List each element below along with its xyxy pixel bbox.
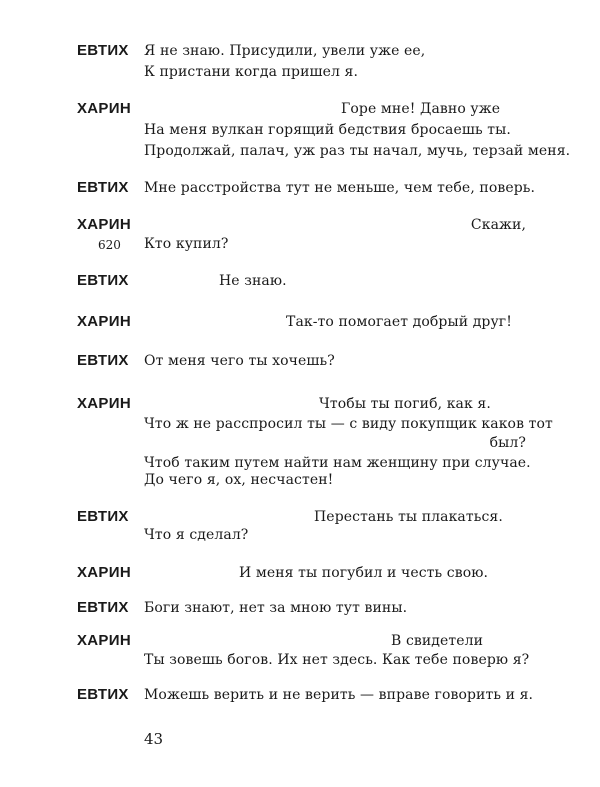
verse-line: Я не знаю. Присудили, увели уже ее, (144, 43, 426, 59)
verse-line: До чего я, ох, несчастен! (144, 472, 334, 488)
speaker-name: ЕВТИХ (77, 352, 129, 369)
speaker-name: ЕВТИХ (77, 599, 129, 616)
page-number: 43 (144, 730, 164, 748)
verse-line: Кто купил? (144, 236, 229, 252)
verse-line: Что я сделал? (144, 527, 249, 543)
verse-line: был? (489, 435, 526, 451)
verse-line: К пристани когда пришел я. (144, 64, 359, 80)
verse-line: От меня чего ты хочешь? (144, 353, 335, 369)
verse-line: Чтобы ты погиб, как я. (319, 396, 491, 412)
speaker-name: ЕВТИХ (77, 508, 129, 525)
speaker-name: ХАРИН (77, 313, 131, 330)
verse-line: В свидетели (391, 633, 484, 649)
speaker-name: ХАРИН (77, 564, 131, 581)
verse-line: Что ж не расспросил ты — с виду покупщик каков тот (144, 416, 553, 432)
line-number: 620 (98, 238, 121, 252)
verse-line: Скажи, (470, 217, 526, 233)
speaker-name: ХАРИН (77, 632, 131, 649)
verse-line: На меня вулкан горящий бедствия бросаешь ты. (144, 122, 511, 138)
speaker-name: ХАРИН (77, 395, 131, 412)
verse-line: Так-то помогает добрый друг! (286, 314, 512, 330)
verse-line: Не знаю. (219, 273, 287, 289)
verse-line: Чтоб таким путем найти нам женщину при случае. (144, 455, 531, 471)
speaker-name: ЕВТИХ (77, 686, 129, 703)
speaker-name: ХАРИН (77, 216, 131, 233)
verse-line: Мне расстройства тут не меньше, чем тебе, поверь. (144, 180, 536, 196)
speaker-name: ЕВТИХ (77, 272, 129, 289)
verse-line: И меня ты погубил и честь свою. (239, 565, 489, 581)
verse-line: Ты зовешь богов. Их нет здесь. Как тебе поверю я? (144, 652, 530, 668)
speaker-name: ХАРИН (77, 100, 131, 117)
verse-line: Перестань ты плакаться. (314, 509, 503, 525)
verse-line: Боги знают, нет за мною тут вины. (144, 600, 408, 616)
speaker-name: ЕВТИХ (77, 179, 129, 196)
speaker-name: ЕВТИХ (77, 42, 129, 59)
verse-line: Продолжай, палач, уж раз ты начал, мучь, терзай меня. (144, 143, 571, 159)
verse-line: Можешь верить и не верить — вправе говорить и я. (144, 687, 534, 703)
verse-line: Горе мне! Давно уже (341, 101, 501, 117)
